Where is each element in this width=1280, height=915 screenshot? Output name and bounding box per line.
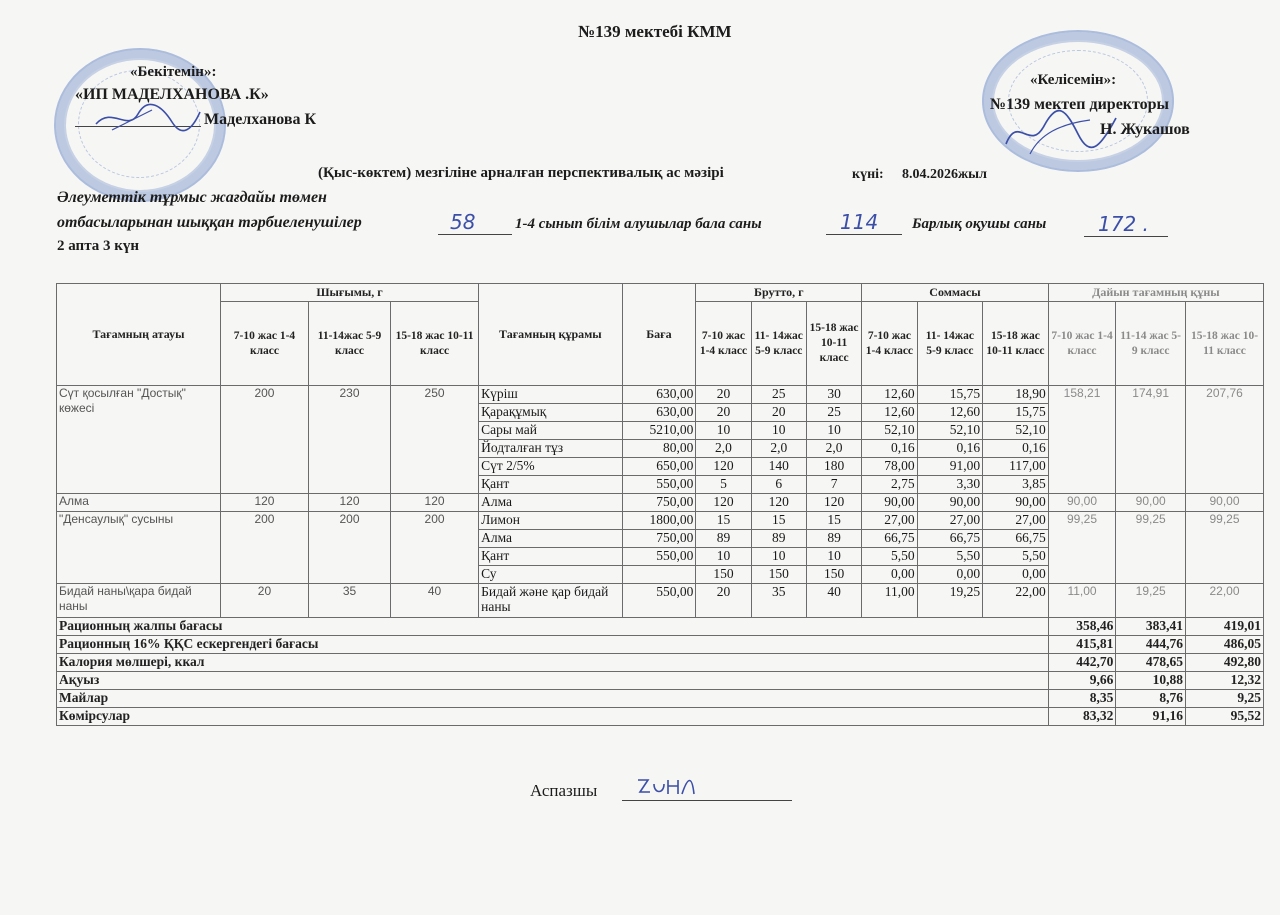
totals-value: 444,76: [1116, 636, 1186, 654]
approve-org: «ИП МАДЕЛХАНОВА .К»: [75, 86, 269, 103]
ingredient-brutto: 20: [696, 386, 751, 404]
table-row: [57, 584, 1264, 618]
ingredient-price: 550,00: [622, 584, 696, 618]
totals-label: Рационның жалпы бағасы: [57, 618, 1049, 636]
ingredient-price: 1800,00: [622, 512, 696, 530]
totals-label: Ақуыз: [57, 672, 1049, 690]
header-dish: Тағамның атауы: [57, 284, 221, 386]
ingredient-sum: 0,16: [917, 440, 983, 458]
dish-output: 200: [220, 386, 308, 494]
menu-title: (Қыс-көктем) мезгіліне арналған перспективалық ас мәзірі: [318, 165, 724, 181]
ingredient-sum: 5,50: [917, 548, 983, 566]
ingredient-brutto: 2,0: [751, 440, 806, 458]
ingredient-price: 550,00: [622, 548, 696, 566]
total-pupils-count: 172 .: [1098, 212, 1149, 236]
table-row: [57, 494, 1264, 512]
agree-position: №139 мектеп директоры: [990, 96, 1170, 113]
dish-output: 35: [309, 584, 391, 618]
ingredient-brutto: 2,0: [806, 440, 861, 458]
ingredient-name: Сары май: [479, 422, 622, 440]
ingredient-brutto: 120: [751, 494, 806, 512]
ingredient-brutto: 7: [806, 476, 861, 494]
dish-output: 40: [390, 584, 478, 618]
dish-output: 120: [309, 494, 391, 512]
dish-output: 120: [390, 494, 478, 512]
header-ready: Дайын тағамның құны: [1048, 284, 1263, 302]
totals-value: 83,32: [1048, 708, 1116, 726]
totals-value: 383,41: [1116, 618, 1186, 636]
ingredient-sum: 66,75: [917, 530, 983, 548]
agree-title: «Келісемін»:: [1030, 72, 1117, 88]
ingredient-name: Сүт 2/5%: [479, 458, 622, 476]
ingredient-brutto: 10: [751, 548, 806, 566]
table-row: [57, 512, 1264, 530]
ready-price: 11,00: [1048, 584, 1116, 618]
dish-output: 200: [220, 512, 308, 584]
totals-label: Көмірсулар: [57, 708, 1049, 726]
ingredient-sum: 12,60: [917, 404, 983, 422]
dish-name: Алма: [57, 494, 221, 512]
ingredient-sum: 27,00: [917, 512, 983, 530]
ingredient-brutto: 150: [806, 566, 861, 584]
ingredient-brutto: 2,0: [696, 440, 751, 458]
ready-price: 90,00: [1116, 494, 1186, 512]
header-sum-sub: 7-10 жас 1-4 класс: [862, 302, 917, 386]
ingredient-sum: 22,00: [983, 584, 1049, 618]
info-line-1: Әлеуметтік тұрмыс жағдайы төмен: [57, 189, 327, 206]
totals-row: [57, 690, 1264, 708]
ingredient-price: 630,00: [622, 404, 696, 422]
header-composition: Тағамның құрамы: [479, 284, 622, 386]
dish-output: 250: [390, 386, 478, 494]
header-ready-sub: 11-14 жас 5-9 класс: [1116, 302, 1186, 386]
header-sum: Соммасы: [862, 284, 1048, 302]
totals-value: 419,01: [1185, 618, 1263, 636]
header-brutto-sub: 7-10 жас 1-4 класс: [696, 302, 751, 386]
total-pupils-underline: [1084, 236, 1168, 237]
ingredient-brutto: 120: [806, 494, 861, 512]
totals-value: 91,16: [1116, 708, 1186, 726]
ingredient-sum: 27,00: [862, 512, 917, 530]
ingredient-sum: 27,00: [983, 512, 1049, 530]
header-ready-sub: 15-18 жас 10-11 класс: [1185, 302, 1263, 386]
totals-value: 10,88: [1116, 672, 1186, 690]
ready-price: 90,00: [1185, 494, 1263, 512]
ingredient-sum: 52,10: [917, 422, 983, 440]
ingredient-brutto: 40: [806, 584, 861, 618]
ingredient-name: Су: [479, 566, 622, 584]
totals-value: 486,05: [1185, 636, 1263, 654]
totals-value: 8,76: [1116, 690, 1186, 708]
header-output-sub: 15-18 жас 10-11 класс: [390, 302, 478, 386]
ingredient-name: Қант: [479, 548, 622, 566]
table-row: [57, 386, 1264, 404]
ingredient-sum: 0,00: [983, 566, 1049, 584]
ingredient-price: 5210,00: [622, 422, 696, 440]
ingredient-brutto: 15: [806, 512, 861, 530]
ready-price: 158,21: [1048, 386, 1116, 494]
ingredient-sum: 52,10: [983, 422, 1049, 440]
header-brutto: Брутто, г: [696, 284, 862, 302]
ingredient-sum: 15,75: [917, 386, 983, 404]
ingredient-sum: 66,75: [862, 530, 917, 548]
totals-row: [57, 654, 1264, 672]
ingredient-sum: 90,00: [917, 494, 983, 512]
cook-signature: [634, 772, 698, 802]
ingredient-brutto: 89: [806, 530, 861, 548]
week-day: 2 апта 3 күн: [57, 238, 140, 254]
date-value: 8.04.2026жыл: [902, 167, 987, 182]
ingredient-sum: 90,00: [862, 494, 917, 512]
totals-value: 358,46: [1048, 618, 1116, 636]
ingredient-price: 650,00: [622, 458, 696, 476]
ingredient-sum: 2,75: [862, 476, 917, 494]
approve-title: «Бекітемін»:: [130, 64, 217, 80]
header-sum-sub: 11- 14жас 5-9 класс: [917, 302, 983, 386]
dish-name: "Денсаулық" сусыны: [57, 512, 221, 584]
pupils-label: 1-4 сынып білім алушылар бала саны: [515, 216, 762, 232]
ingredient-sum: 12,60: [862, 386, 917, 404]
ingredient-name: Қант: [479, 476, 622, 494]
dish-name: Сүт қосылған "Достық" көжесі: [57, 386, 221, 494]
ingredient-price: 750,00: [622, 494, 696, 512]
ingredient-price: 630,00: [622, 386, 696, 404]
ingredient-name: Лимон: [479, 512, 622, 530]
header-sum-sub: 15-18 жас 10-11 класс: [983, 302, 1049, 386]
menu-table: [56, 283, 1264, 726]
ingredient-sum: 12,60: [862, 404, 917, 422]
header-price: Баға: [622, 284, 696, 386]
low-income-count: 58: [450, 210, 476, 234]
low-income-underline: [438, 234, 512, 235]
info-line-2-prefix: отбасыларынан шыққан тәрбиеленушілер: [57, 214, 362, 231]
ingredient-sum: 3,85: [983, 476, 1049, 494]
totals-label: Рационның 16% ҚҚС ескергендегі бағасы: [57, 636, 1049, 654]
ingredient-brutto: 10: [696, 548, 751, 566]
ready-price: 99,25: [1116, 512, 1186, 584]
ingredient-brutto: 120: [696, 458, 751, 476]
ingredient-name: Йодталған тұз: [479, 440, 622, 458]
ingredient-price: 550,00: [622, 476, 696, 494]
school-title: №139 мектебі КММ: [578, 22, 732, 41]
ready-price: 90,00: [1048, 494, 1116, 512]
totals-value: 8,35: [1048, 690, 1116, 708]
ingredient-name: Күріш: [479, 386, 622, 404]
ingredient-sum: 0,16: [983, 440, 1049, 458]
ingredient-brutto: 5: [696, 476, 751, 494]
ingredient-name: Қарақұмық: [479, 404, 622, 422]
ingredient-sum: 0,00: [862, 566, 917, 584]
ready-price: 99,25: [1185, 512, 1263, 584]
dish-output: 200: [309, 512, 391, 584]
ingredient-sum: 5,50: [862, 548, 917, 566]
ingredient-sum: 5,50: [983, 548, 1049, 566]
ingredient-brutto: 25: [806, 404, 861, 422]
header-brutto-sub: 15-18 жас 10-11 класс: [806, 302, 861, 386]
ingredient-brutto: 35: [751, 584, 806, 618]
ingredient-name: Алма: [479, 530, 622, 548]
ready-price: 99,25: [1048, 512, 1116, 584]
ingredient-sum: 18,90: [983, 386, 1049, 404]
totals-row: [57, 672, 1264, 690]
ingredient-price: 80,00: [622, 440, 696, 458]
totals-value: 95,52: [1185, 708, 1263, 726]
ingredient-sum: 3,30: [917, 476, 983, 494]
ingredient-brutto: 25: [751, 386, 806, 404]
ready-price: 207,76: [1185, 386, 1263, 494]
ingredient-sum: 0,00: [917, 566, 983, 584]
dish-output: 20: [220, 584, 308, 618]
ingredient-brutto: 150: [751, 566, 806, 584]
date-label: күні:: [852, 167, 884, 182]
ingredient-brutto: 89: [696, 530, 751, 548]
header-output-sub: 7-10 жас 1-4 класс: [220, 302, 308, 386]
ingredient-price: 750,00: [622, 530, 696, 548]
header-output: Шығымы, г: [220, 284, 478, 302]
menu-body: [57, 386, 1264, 726]
ingredient-brutto: 15: [696, 512, 751, 530]
totals-row: [57, 708, 1264, 726]
ingredient-sum: 78,00: [862, 458, 917, 476]
header-output-sub: 11-14жас 5-9 класс: [309, 302, 391, 386]
pupils-underline: [826, 234, 902, 235]
ingredient-sum: 15,75: [983, 404, 1049, 422]
ingredient-brutto: 10: [806, 548, 861, 566]
ingredient-sum: 66,75: [983, 530, 1049, 548]
ready-price: 19,25: [1116, 584, 1186, 618]
ingredient-brutto: 10: [806, 422, 861, 440]
ingredient-brutto: 15: [751, 512, 806, 530]
ingredient-brutto: 150: [696, 566, 751, 584]
totals-value: 12,32: [1185, 672, 1263, 690]
pupils-count: 114: [840, 210, 879, 234]
ingredient-sum: 52,10: [862, 422, 917, 440]
ingredient-brutto: 180: [806, 458, 861, 476]
header-ready-sub: 7-10 жас 1-4 класс: [1048, 302, 1116, 386]
ingredient-name: Бидай және қар бидай наны: [479, 584, 622, 618]
ingredient-brutto: 30: [806, 386, 861, 404]
ingredient-brutto: 20: [696, 404, 751, 422]
dish-output: 120: [220, 494, 308, 512]
totals-row: [57, 618, 1264, 636]
ingredient-sum: 90,00: [983, 494, 1049, 512]
totals-value: 442,70: [1048, 654, 1116, 672]
agree-name: Н. Жукашов: [1100, 121, 1190, 138]
ingredient-sum: 117,00: [983, 458, 1049, 476]
ingredient-brutto: 6: [751, 476, 806, 494]
totals-label: Майлар: [57, 690, 1049, 708]
totals-value: 9,25: [1185, 690, 1263, 708]
totals-value: 478,65: [1116, 654, 1186, 672]
ingredient-sum: 0,16: [862, 440, 917, 458]
ingredient-brutto: 10: [751, 422, 806, 440]
ingredient-sum: 11,00: [862, 584, 917, 618]
ingredient-brutto: 120: [696, 494, 751, 512]
ready-price: 174,91: [1116, 386, 1186, 494]
total-pupils-label: Барлық оқушы саны: [912, 216, 1047, 232]
totals-value: 9,66: [1048, 672, 1116, 690]
approve-name: Маделханова К: [204, 111, 317, 128]
dish-name: Бидай наны\қара бидай наны: [57, 584, 221, 618]
ingredient-price: [622, 566, 696, 584]
dish-output: 200: [390, 512, 478, 584]
ingredient-brutto: 10: [696, 422, 751, 440]
ingredient-brutto: 140: [751, 458, 806, 476]
dish-output: 230: [309, 386, 391, 494]
totals-row: [57, 636, 1264, 654]
header-brutto-sub: 11- 14жас 5-9 класс: [751, 302, 806, 386]
totals-value: 415,81: [1048, 636, 1116, 654]
totals-label: Калория мөлшері, ккал: [57, 654, 1049, 672]
ingredient-name: Алма: [479, 494, 622, 512]
ingredient-brutto: 20: [751, 404, 806, 422]
approve-signature: [92, 102, 202, 136]
totals-value: 492,80: [1185, 654, 1263, 672]
ready-price: 22,00: [1185, 584, 1263, 618]
ingredient-brutto: 20: [696, 584, 751, 618]
ingredient-sum: 19,25: [917, 584, 983, 618]
ingredient-brutto: 89: [751, 530, 806, 548]
ingredient-sum: 91,00: [917, 458, 983, 476]
cook-label: Аспазшы: [530, 781, 598, 800]
